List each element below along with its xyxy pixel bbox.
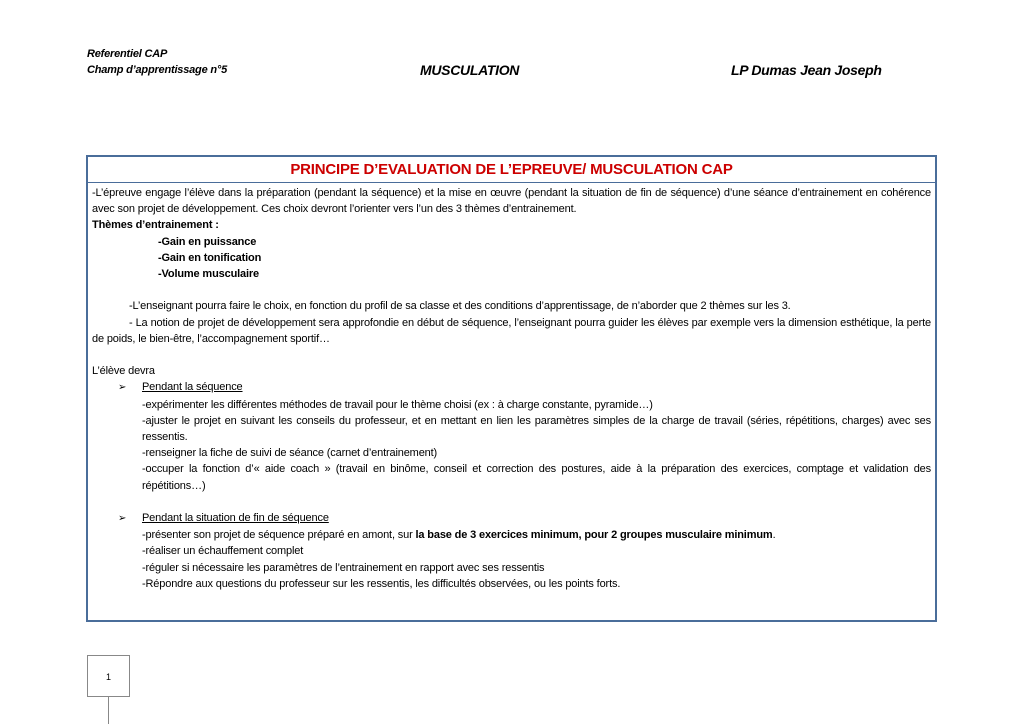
arrow-bullet-icon: ➢ xyxy=(118,513,127,525)
note-paragraph: -L’enseignant pourra faire le choix, en fonction du profil de sa classe et des conditions d’apprentissage, de n’aborder que 2 thèmes sur les 3. xyxy=(129,300,791,313)
evaluation-box xyxy=(86,155,937,622)
note-paragraph: - La notion de projet de développement sera approfondie en début de séquence, l’enseignant pourra guider les élèves par exemple vers la dimension esthétique, la perte de poids, le bien-être, l’accompagnement sportif… xyxy=(92,316,931,345)
page-number: 1 xyxy=(105,672,111,682)
fin-item: -présenter son projet de séquence préparé en amont, sur la base de 3 exercices minimum, pour 2 groupes musculaire minimum. xyxy=(142,529,776,542)
intro-paragraph: -L’épreuve engage l’élève dans la préparation (pendant la séquence) et la mise en œuvre (pendant la situation de fin de séquence) d’une séance d’entrainement en cohérence avec son projet de développement. Ces choix devront l’orienter vers l’un des 3 thèmes d’entrainement. xyxy=(92,187,931,216)
seq-item: -expérimenter les différentes méthodes de travail pour le thème choisi (ex : à charge constante, pyramide…) xyxy=(142,398,653,411)
header-referentiel: Referentiel CAP xyxy=(87,48,168,60)
header-school: LP Dumas Jean Joseph xyxy=(731,62,882,78)
eleve-label: L’élève devra xyxy=(92,365,155,378)
fin-item: -Répondre aux questions du professeur sur les ressentis, les difficultés observées, ou les points forts. xyxy=(142,577,621,590)
themes-label: Thèmes d’entrainement : xyxy=(92,219,219,232)
fin-label: Pendant la situation de fin de séquence xyxy=(142,512,329,525)
arrow-bullet-icon: ➢ xyxy=(118,382,127,394)
fin-item: -réguler si nécessaire les paramètres de l’entrainement en rapport avec ses ressentis xyxy=(142,561,545,574)
fin-item: -réaliser un échauffement complet xyxy=(142,545,304,558)
box-content xyxy=(88,183,935,592)
seq-label: Pendant la séquence xyxy=(142,381,243,394)
page-number-box xyxy=(87,655,130,697)
fin-heading xyxy=(92,510,931,527)
page-footer-line xyxy=(108,697,109,724)
header-title: MUSCULATION xyxy=(420,62,520,78)
seq-item: -renseigner la fiche de suivi de séance (carnet d’entrainement) xyxy=(142,447,438,460)
box-title: PRINCIPE D’EVALUATION DE L’EPREUVE/ MUSCULATION CAP xyxy=(88,157,935,183)
header-champ: Champ d’apprentissage n°5 xyxy=(87,64,227,76)
seq-item: -occuper la fonction d’« aide coach » (travail en binôme, conseil et correction des postures, aide à la préparation des exercices, comptage et validation des répétitions…) xyxy=(142,463,931,492)
theme-item: -Gain en tonification xyxy=(158,251,262,264)
seq-item: -ajuster le projet en suivant les conseils du professeur, et en mettant en lien les paramètres simples de la charge de travail (séries, répétitions, charges) avec ses ressentis. xyxy=(142,414,931,444)
seq-heading xyxy=(92,379,931,396)
theme-item: -Gain en puissance xyxy=(158,235,257,248)
theme-item: -Volume musculaire xyxy=(158,268,260,281)
